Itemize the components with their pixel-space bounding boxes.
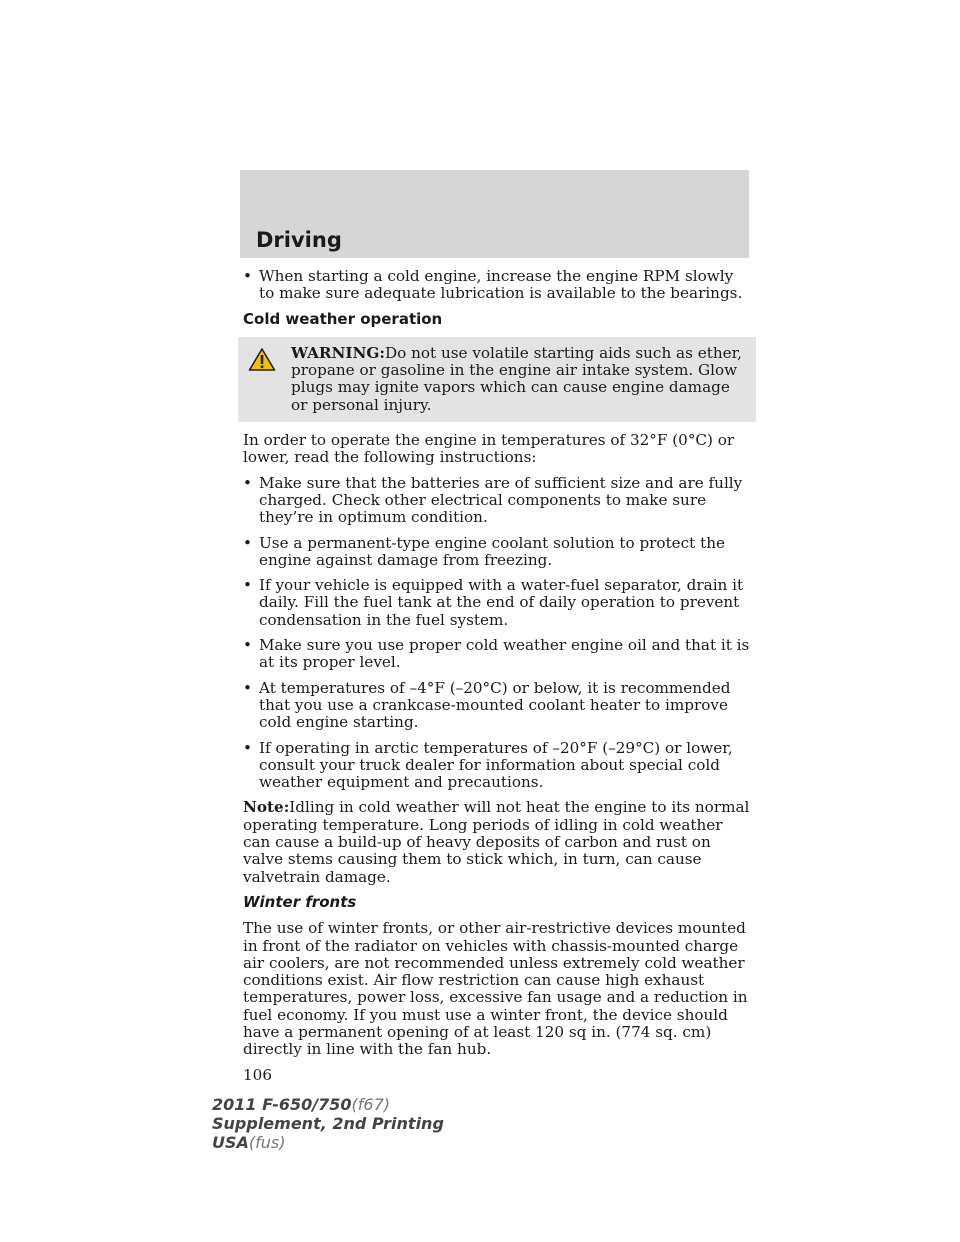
list-item: [243, 268, 751, 303]
list-item-text: If operating in arctic temperatures of –20°F (–29°C) or lower, consult your truck dealer for information about special cold weather equipment and precautions.: [259, 738, 733, 792]
footer-market-code: (fus): [248, 1133, 286, 1152]
list-item-text: Make sure that the batteries are of sufficient size and are fully charged. Check other electrical components to make sure they’re in optimum condition.: [259, 473, 743, 527]
page-content: [243, 268, 751, 1084]
section-title: Driving: [256, 228, 342, 252]
footer-model: 2011 F-650/750: [212, 1095, 352, 1114]
footer-line: [212, 1133, 444, 1152]
warning-box: [238, 337, 756, 422]
list-item-text: When starting a cold engine, increase the engine RPM slowly to make sure adequate lubrication is available to the bearings.: [259, 267, 743, 303]
bullet-dot: •: [243, 533, 252, 552]
footer-model-code: (f67): [351, 1095, 390, 1114]
bullet-dot: •: [243, 267, 252, 285]
list-item-text: Use a permanent-type engine coolant solution to protect the engine against damage from freezing.: [259, 533, 725, 569]
list-item: [243, 475, 751, 527]
note-paragraph: [243, 799, 751, 885]
note-label: Note:: [243, 798, 290, 817]
warning-text: Do not use volatile starting aids such as ether, propane or gasoline in the engine air intake system. Glow plugs may ignite vapors which can cause engine damage or personal injury.: [291, 343, 743, 414]
list-item: [243, 637, 751, 672]
paragraph: The use of winter fronts, or other air-restrictive devices mounted in front of the radiator on vehicles with chassis-mounted charge air coolers, are not recommended unless extremely cold weather conditions exist. Air flow restriction can cause high exhaust temperatures, power loss, excessive fan usage and a reduction in fuel economy. If you must use a winter front, the device should have a permanent opening of at least 120 sq in. (774 sq. cm) directly in line with the fan hub.: [243, 919, 748, 1059]
section-heading: Cold weather operation: [243, 309, 443, 328]
list-item-text: If your vehicle is equipped with a water-fuel separator, drain it daily. Fill the fuel tank at the end of daily operation to prevent condensation in the fuel system.: [259, 576, 744, 629]
footer-printing: Supplement, 2nd Printing: [212, 1114, 444, 1133]
bullet-dot: •: [243, 473, 252, 492]
list-item-text: At temperatures of –4°F (–20°C) or below, it is recommended that you use a crankcase-mounted coolant heater to improve cold engine starting.: [259, 678, 731, 732]
list-item: [243, 680, 751, 732]
bullet-dot: •: [243, 678, 252, 697]
warning-triangle-icon: [248, 347, 276, 376]
bullet-dot: •: [243, 576, 252, 595]
warning-text-block: [243, 345, 751, 414]
list-item: [243, 577, 751, 629]
list-item: [243, 740, 751, 792]
page-number: 106: [243, 1065, 272, 1084]
footer-line: [212, 1095, 444, 1114]
subsection-heading: Winter fronts: [243, 892, 357, 911]
note-text: Idling in cold weather will not heat the engine to its normal operating temperature. Long periods of idling in cold weather can cause a build-up of heavy deposits of carbon and rust on valve stems causing them to stick which, in turn, can cause valvetrain damage.: [243, 798, 750, 886]
list-item-text: Make sure you use proper cold weather engine oil and that it is at its proper level.: [259, 636, 750, 672]
paragraph: In order to operate the engine in temperatures of 32°F (0°C) or lower, read the following instructions:: [243, 431, 735, 467]
bullet-dot: •: [243, 738, 252, 757]
footer-market: USA: [212, 1133, 249, 1152]
print-footer: [212, 1095, 444, 1152]
bullet-dot: •: [243, 636, 252, 655]
list-item: [243, 535, 751, 570]
warning-label: WARNING:: [291, 343, 385, 362]
